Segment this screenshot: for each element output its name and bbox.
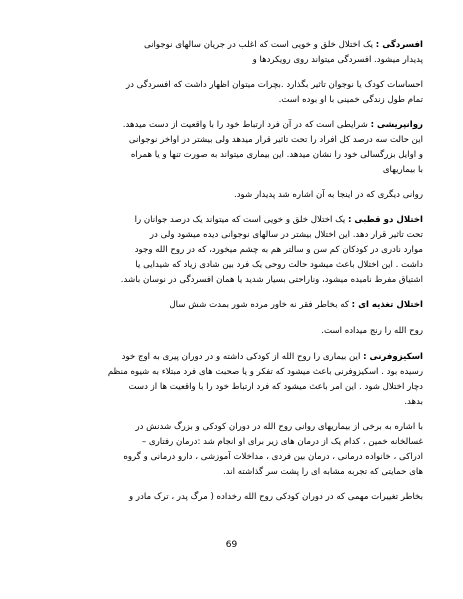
term-heading: افسردگی : (375, 40, 423, 50)
text-line: شرایطی است که در آن فرد ارتباط خود را با واقعیت از دست میدهد. (122, 120, 368, 130)
term-heading: اختلال دو قطبی : (348, 215, 423, 225)
text-line: که بخاطر فقر نه خاور مرده شور بمدت شش سال (169, 300, 349, 310)
paragraph-depression (40, 38, 423, 68)
text-line: با اشاره به برخی از بیماریهای روانی روح الله در دوران کودکی و بزرگ شدنش در (135, 422, 423, 432)
text-line: تحت تاثیر قرار دهد. این اختلال بیشتر در سالهای نوجوانی دیده میشود ولی در (149, 230, 423, 240)
page-number: 69 (225, 540, 238, 550)
text-line: موارد نادری در کودکان کم سن و سالتر هم به چشم میخورد، که در روح الله وجود (134, 245, 423, 255)
paragraph-childhood-changes (40, 490, 423, 505)
text-line: های حمایتی که تجربه مشابه ای را پشت سر گذاشته اند. (222, 467, 423, 477)
term-heading: اختلال تغذیه ای : (351, 300, 423, 310)
text-line: این حالت سه درصد کل افراد را تحت تاثیر قرار میدهد ولی بیشتر در اواخر نوجوانی (128, 135, 423, 145)
paragraph-psychosis (40, 118, 423, 178)
text-line: با بیماریهای (382, 165, 423, 175)
paragraph-treatments (40, 420, 423, 480)
paragraph-schizophrenia (40, 350, 423, 410)
text-line: یک اختلال خلق و خویی است که میتواند یک درصد جوانان را (134, 215, 346, 225)
paragraph-other-mental (40, 188, 423, 203)
text-line: روح الله را رنج میداده است. (321, 326, 423, 336)
term-heading: اسکیزوفرنی : (363, 352, 423, 362)
paragraph-suffering (40, 324, 423, 339)
text-line: بخاطر تغییرات مهمی که در دوران کودکی روح الله رخداده ( مرگ پدر ، ترک مادر و (129, 492, 423, 502)
term-heading: روانپریشی : (370, 120, 423, 130)
text-line: دچار اختلال شود . این امر باعث میشود که فرد ارتباط خود را با واقعیت ها از دست (128, 382, 423, 392)
text-line: غسالخانه خمین ، کدام یک از درمان های زیر برای او انجام شد :درمان رفتاری – (141, 437, 423, 447)
text-line: یک اختلال خلق و خویی است که اغلب در جریان سالهای نوجوانی (143, 40, 374, 50)
text-line: ادراکی ، خانواده درمانی ، درمان بین فردی ، مداخلات آموزشی ، دارو درمانی و گروه (123, 452, 423, 462)
text-line: داشت . این اختلال باعث میشود حالت روحی یک فرد بین شادی زیاد که شیدایی یا (135, 260, 423, 270)
text-line: اشتیاق مفرط نامیده میشود، وناراحتی بسیار شدید یا همان افسردگی در نوسان باشد. (120, 275, 423, 285)
text-line: تمام طول زندگی خمینی با او بوده است. (278, 95, 423, 105)
text-line: و اوایل بزرگسالی خود را نشان میدهد. این بیماری میتواند به صورت تنها و یا همراه (130, 150, 423, 160)
paragraph-emotions (40, 78, 423, 108)
text-line: پدیدار میشود. افسردگی میتواند روی رویکردها و (252, 55, 423, 65)
paragraph-bipolar (40, 213, 423, 288)
text-line: احساسات کودک یا نوجوان تاثیر بگذارد .بچرات میتوان اظهار داشت که افسردگی در (125, 80, 423, 90)
text-line: بدهد. (404, 397, 423, 407)
text-line: رسیده بود . اسکیزوفرنی باعث میشود که تفکر و یا صحبت های فرد مبتلاء به شیوه منظم (107, 367, 423, 377)
paragraph-eating-disorder (40, 298, 423, 313)
text-line: روانی دیگری که در اینجا به آن اشاره شد پدیدار شود. (233, 190, 423, 200)
text-line: این بیماری را روح الله از کودکی داشته و در دوران پیری به اوج خود (121, 352, 361, 362)
